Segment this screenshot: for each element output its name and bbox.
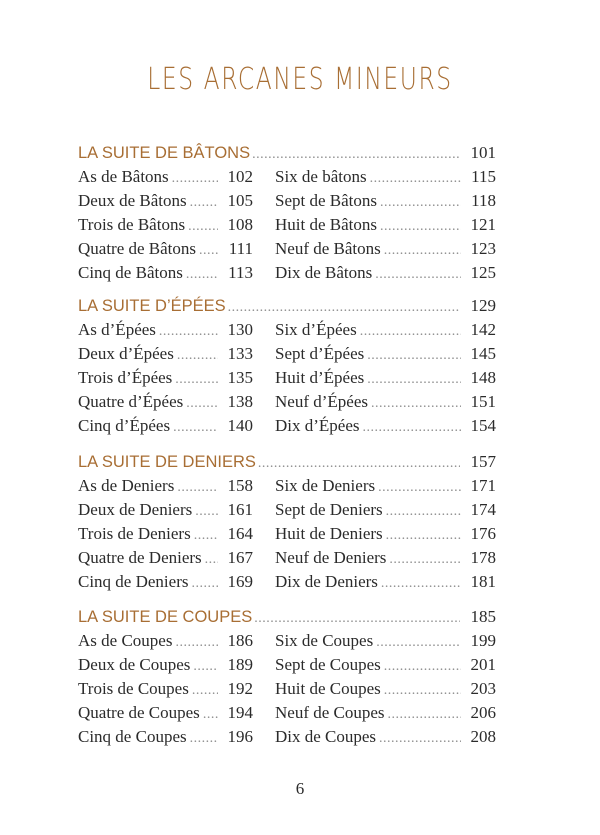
entry-name: As d’Épées [78, 320, 156, 339]
right-column [275, 476, 496, 596]
entry-name: Sept de Coupes [275, 655, 381, 674]
entry-page: 142 [470, 320, 496, 339]
leader-dots [360, 324, 461, 340]
leader-dots [199, 243, 218, 259]
section-heading: LA SUITE DE DENIERS [78, 453, 256, 471]
entry-name: Trois d’Épées [78, 368, 173, 387]
leader-dots [384, 243, 461, 259]
entry-page: 192 [227, 679, 253, 698]
toc-entry[interactable] [78, 263, 275, 287]
leader-dots [386, 504, 461, 520]
toc-entry[interactable] [78, 239, 275, 263]
entry-page: 167 [227, 548, 253, 567]
section-heading-row[interactable] [78, 143, 496, 167]
toc-entry[interactable] [78, 703, 275, 727]
entry-page: 123 [470, 239, 496, 258]
page-title: LES ARCANES MINEURS [147, 62, 453, 97]
leader-dots [192, 683, 218, 699]
entry-page: 102 [227, 167, 253, 186]
entry-page: 196 [227, 727, 253, 746]
toc-entry[interactable] [78, 368, 275, 392]
leader-dots [175, 635, 218, 651]
entry-name: Dix d’Épées [275, 416, 360, 435]
entry-name: Sept de Bâtons [275, 191, 377, 210]
toc-entry[interactable] [78, 524, 275, 548]
entry-page: 151 [470, 392, 496, 411]
toc-entry[interactable] [275, 703, 496, 727]
entry-name: Cinq d’Épées [78, 416, 171, 435]
right-column [275, 631, 496, 751]
toc-entry[interactable] [78, 476, 275, 500]
entry-name: Neuf d’Épées [275, 392, 368, 411]
entry-page: 208 [470, 727, 496, 746]
entry-name: Trois de Deniers [78, 524, 191, 543]
leader-dots [254, 611, 460, 627]
toc-entry[interactable] [78, 167, 275, 191]
entry-name: Dix de Coupes [275, 727, 377, 746]
leader-dots [367, 372, 461, 388]
leader-dots [177, 480, 218, 496]
entry-name: Huit de Bâtons [275, 215, 377, 234]
toc-entry[interactable] [275, 679, 496, 703]
leader-dots [371, 396, 461, 412]
right-column [275, 167, 496, 287]
right-column [275, 320, 496, 440]
leader-dots [370, 171, 461, 187]
entry-name: Six de Coupes [275, 631, 374, 650]
entry-name: Dix de Deniers [275, 572, 378, 591]
leader-dots [159, 324, 218, 340]
leader-dots [384, 683, 461, 699]
section-batons [78, 143, 496, 287]
entry-name: Deux d’Épées [78, 344, 174, 363]
entry-page: 113 [228, 263, 253, 282]
leader-dots [388, 707, 461, 723]
toc-entry[interactable] [275, 416, 496, 440]
entry-name: As de Deniers [78, 476, 175, 495]
left-column [78, 167, 275, 287]
section-heading-row[interactable] [78, 452, 496, 476]
toc-entry[interactable] [275, 655, 496, 679]
leader-dots [252, 147, 460, 163]
entry-page: 140 [227, 416, 253, 435]
entry-name: Neuf de Bâtons [275, 239, 381, 258]
leader-dots [186, 267, 218, 283]
leader-dots [376, 635, 461, 651]
entry-name: Six de Deniers [275, 476, 376, 495]
toc-entry[interactable] [275, 727, 496, 751]
entry-page: 176 [470, 524, 496, 543]
section-page: 101 [470, 143, 496, 162]
section-heading-row[interactable] [78, 607, 496, 631]
toc-entry[interactable] [78, 191, 275, 215]
leader-dots [378, 480, 461, 496]
toc-entry[interactable] [78, 548, 275, 572]
toc-entry[interactable] [275, 263, 496, 287]
entry-page: 161 [227, 500, 253, 519]
section-heading: LA SUITE DE BÂTONS [78, 144, 251, 162]
toc-entry[interactable] [78, 727, 275, 751]
section-coupes [78, 607, 496, 751]
toc-entry[interactable] [275, 320, 496, 344]
entry-page: 111 [228, 239, 253, 258]
entry-page: 169 [227, 572, 253, 591]
entry-name: Cinq de Deniers [78, 572, 189, 591]
leader-dots [188, 219, 218, 235]
entry-name: Cinq de Coupes [78, 727, 187, 746]
entry-page: 164 [227, 524, 253, 543]
leader-dots [190, 195, 218, 211]
entry-page: 181 [470, 572, 496, 591]
toc-entry[interactable] [78, 679, 275, 703]
toc-entry[interactable] [275, 524, 496, 548]
entry-name: As de Bâtons [78, 167, 169, 186]
entry-name: Deux de Coupes [78, 655, 191, 674]
toc-entry[interactable] [275, 239, 496, 263]
toc-entry[interactable] [275, 631, 496, 655]
entry-name: Deux de Deniers [78, 500, 193, 519]
entry-page: 118 [471, 191, 496, 210]
entry-page: 171 [470, 476, 496, 495]
section-heading: LA SUITE DE COUPES [78, 608, 253, 626]
leader-dots [258, 456, 460, 472]
entry-page: 105 [227, 191, 253, 210]
leader-dots [375, 267, 461, 283]
leader-dots [172, 171, 218, 187]
entry-name: Six d’Épées [275, 320, 357, 339]
toc-entry[interactable] [78, 215, 275, 239]
section-heading: LA SUITE D’ÉPÉES [78, 297, 226, 315]
entry-name: Neuf de Coupes [275, 703, 385, 722]
entry-name: Quatre de Deniers [78, 548, 202, 567]
entry-page: 121 [470, 215, 496, 234]
toc-entry[interactable] [275, 167, 496, 191]
entry-page: 199 [470, 631, 496, 650]
leader-dots [379, 731, 461, 747]
leader-dots [205, 552, 218, 568]
entry-name: Huit d’Épées [275, 368, 365, 387]
leader-dots [191, 576, 218, 592]
section-heading-row[interactable] [78, 296, 496, 320]
toc-entry[interactable] [275, 344, 496, 368]
leader-dots [380, 195, 461, 211]
left-column [78, 476, 275, 596]
section-page: 157 [470, 452, 496, 471]
toc-entry[interactable] [78, 500, 275, 524]
entry-name: As de Coupes [78, 631, 173, 650]
entry-page: 194 [227, 703, 253, 722]
toc-entry[interactable] [275, 191, 496, 215]
section-page: 129 [470, 296, 496, 315]
leader-dots [363, 420, 461, 436]
toc-entry[interactable] [275, 572, 496, 596]
entry-page: 125 [470, 263, 496, 282]
leader-dots [380, 219, 461, 235]
entry-name: Neuf de Deniers [275, 548, 387, 567]
leader-dots [175, 372, 218, 388]
entry-name: Quatre d’Épées [78, 392, 184, 411]
entry-page: 108 [227, 215, 253, 234]
entry-name: Trois de Coupes [78, 679, 189, 698]
left-column [78, 631, 275, 751]
toc-entry[interactable] [78, 320, 275, 344]
leader-dots [194, 528, 218, 544]
left-column [78, 320, 275, 440]
leader-dots [177, 348, 218, 364]
entry-name: Quatre de Bâtons [78, 239, 197, 258]
entry-name: Six de bâtons [275, 167, 367, 186]
toc-entry[interactable] [275, 500, 496, 524]
entry-page: 189 [227, 655, 253, 674]
entry-page: 133 [227, 344, 253, 363]
leader-dots [389, 552, 461, 568]
entry-name: Huit de Deniers [275, 524, 383, 543]
entry-page: 135 [227, 368, 253, 387]
entry-page: 178 [470, 548, 496, 567]
entry-name: Huit de Coupes [275, 679, 381, 698]
toc-entry[interactable] [275, 476, 496, 500]
entry-page: 138 [227, 392, 253, 411]
leader-dots [228, 300, 460, 316]
entry-page: 201 [470, 655, 496, 674]
entry-page: 158 [227, 476, 253, 495]
entry-page: 145 [470, 344, 496, 363]
entry-page: 115 [471, 167, 496, 186]
entry-name: Sept d’Épées [275, 344, 365, 363]
leader-dots [173, 420, 218, 436]
leader-dots [190, 731, 218, 747]
toc-entry[interactable] [78, 392, 275, 416]
section-deniers [78, 452, 496, 596]
toc-entry[interactable] [275, 215, 496, 239]
entry-page: 186 [227, 631, 253, 650]
leader-dots [386, 528, 461, 544]
section-page: 185 [470, 607, 496, 626]
entry-page: 154 [470, 416, 496, 435]
toc-entry[interactable] [275, 392, 496, 416]
toc-entry[interactable] [78, 655, 275, 679]
entry-page: 203 [470, 679, 496, 698]
entry-name: Dix de Bâtons [275, 263, 373, 282]
toc-entry[interactable] [78, 572, 275, 596]
leader-dots [195, 504, 218, 520]
entry-page: 174 [470, 500, 496, 519]
toc-entry[interactable] [78, 631, 275, 655]
entry-name: Deux de Bâtons [78, 191, 187, 210]
entry-page: 148 [470, 368, 496, 387]
leader-dots [384, 659, 461, 675]
toc-entry[interactable] [78, 344, 275, 368]
leader-dots [203, 707, 218, 723]
leader-dots [193, 659, 218, 675]
section-epees [78, 296, 496, 440]
entry-name: Trois de Bâtons [78, 215, 186, 234]
leader-dots [381, 576, 461, 592]
entry-name: Cinq de Bâtons [78, 263, 183, 282]
leader-dots [367, 348, 461, 364]
leader-dots [186, 396, 218, 412]
toc-entry[interactable] [275, 368, 496, 392]
toc-entry[interactable] [275, 548, 496, 572]
entry-name: Quatre de Coupes [78, 703, 200, 722]
entry-page: 206 [470, 703, 496, 722]
entry-page: 130 [227, 320, 253, 339]
page-number: 6 [295, 779, 305, 798]
entry-name: Sept de Deniers [275, 500, 383, 519]
toc-entry[interactable] [78, 416, 275, 440]
